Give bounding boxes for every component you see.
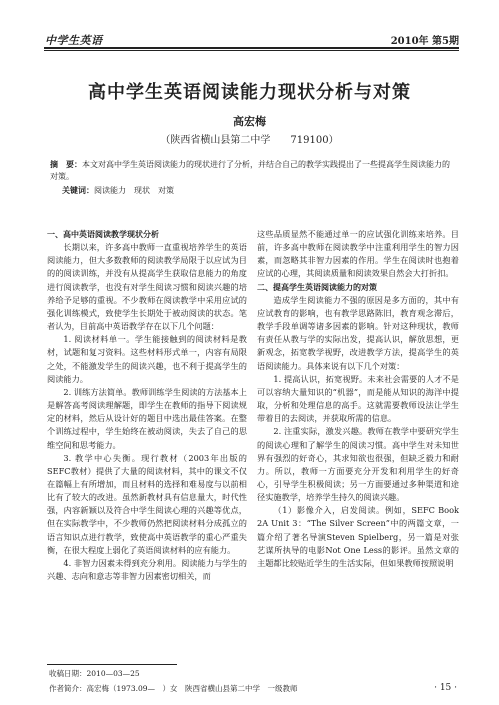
abstract-label: 摘 要：	[50, 159, 82, 169]
paragraph: （1）影像介入，启发阅读。例如，SEFC Book 2A Unit 3：“The Silver Screen”中的两篇文章，一篇介绍了著名导演Steven Spielberg，另一篇是对张艺谋所执导的电影Not One Less的影评。虽然文章的主题都比较贴近学生的生活实际，但如果教师按照说明	[257, 505, 459, 568]
article-title: 高中学生英语阅读能力现状分析与对策	[88, 82, 411, 103]
footnote-rule	[47, 664, 177, 665]
paragraph: 4. 非智力因素未得到充分利用。阅读能力与学生的兴趣、志向和意志等非智力因素密切相关，而	[47, 557, 247, 582]
journal-logo: 中学生英语	[45, 34, 103, 47]
paragraph: 2. 训练方法简单。教师训练学生阅读的方法基本上是解答高考阅读理解题，即学生在教师的指导下阅读规定的材料，然后从设计好的题目中选出最佳答案。在整个训练过程中，学生始终在被动阅读，失去了自己的思维空间和思考能力。	[47, 386, 247, 450]
abstract	[50, 158, 451, 183]
right-column	[257, 228, 459, 570]
section-heading: 一、高中英语阅读教学现状分析	[47, 230, 159, 239]
paragraph: 这些品质显然不能通过单一的应试强化训练来培养。目前，许多高中教师在阅读教学中注重利用学生的智力因素，而忽略其非智力因素的作用。学生在阅读时也抱着应试的心理，其阅读质量和阅读效果自然会大打折扣。	[257, 229, 459, 279]
author-bio: 作者简介：高宏梅（1973.09— ）女 陕西省横山县第二中学 一级教师	[49, 684, 298, 693]
section-heading: 二、提高学生英语阅读能力的对策	[257, 282, 377, 292]
paragraph: 1. 阅读材料单一。学生能接触到的阅读材料是教材，试题和复习资料。这些材料形式单一，内容有局限之处，不能激发学生的阅读兴趣，也不利于提高学生的阅读能力。	[47, 334, 247, 384]
received-date: 收稿日期：2010—03—25	[49, 669, 140, 678]
article-affiliation: （陕西省横山县第二中学 719100）	[160, 135, 339, 146]
keywords	[62, 185, 174, 196]
header-rule	[44, 47, 459, 49]
paragraph: 1. 提高认识，拓宽视野。未来社会需要的人才不是可以容纳大量知识的“机器”，而是能从知识的海洋中提取，分析和处理信息的高手。这就需要教师设法让学生带着目的去阅读，并获取所需的信息。	[257, 373, 459, 424]
paragraph: 2. 注重实际，激发兴趣。教师在教学中要研究学生的阅读心理和了解学生的阅读习惯。高中学生对未知世界有强烈的好奇心，其求知欲也很强，但缺乏毅力和耐力。所以，教师一方面要充分开发和利用学生的好奇心，引导学生积极阅读；另一方面要通过多种渠道和途径实施教学，培养学生持久的阅读兴趣。	[257, 426, 459, 503]
header-rule-thin	[44, 50, 459, 51]
article-author: 高宏梅	[233, 115, 266, 128]
left-column	[47, 228, 247, 583]
keywords-label: 关键词：	[62, 185, 94, 195]
paragraph: 长期以来，许多高中教师一直重视培养学生的英语阅读能力，但大多数教师的阅读教学局限于以应试为目的的阅读训练，并没有从提高学生获取信息能力的角度进行阅读教学，也没有对学生阅读习惯和阅读兴趣的培养给予足够的重视。不少教师在阅读教学中采用应试的强化训练模式，致使学生长期处于被动阅读的状态。笔者认为，目前高中英语教学存在以下几个问题：	[47, 242, 247, 332]
keywords-text: 阅读能力 现状 对策	[94, 186, 174, 195]
page-number: · 15 ·	[434, 683, 457, 693]
paragraph: 造成学生阅读能力不强的原因是多方面的，其中有应试教育的影响，也有教学思路陈旧，教育观念滞后，教学手段单调等诸多因素的影响。针对这种现状，教师有责任从教与学的实际出发，提高认识，解放思想，更新观念，拓宽教学视野，改进教学方法，提高学生的英语阅读能力。具体来说有以下几个对策：	[257, 294, 459, 371]
paragraph: 3. 教学中心失衡。现行教材（2003年出版的SEFC教材）提供了大量的阅读材料，其中的课文不仅在篇幅上有所增加，而且材料的选择和难易度与以前相比有了较大的改进。虽然新教材具有信息量大，时代性强，内容新颖以及符合中学生阅读心理的兴趣等优点，但在实际教学中，不少教师仍然把阅读材料分成孤立的语言知识点进行教学，致使高中英语教学的重心严重失衡，在很大程度上弱化了英语阅读材料的应有能力。	[47, 452, 247, 555]
issue-label: 2010年 第5期	[390, 36, 459, 47]
abstract-text: 本文对高中学生英语阅读能力的现状进行了分析，并结合自己的教学实践提出了一些提高学生阅读能力的对策。	[50, 160, 450, 181]
